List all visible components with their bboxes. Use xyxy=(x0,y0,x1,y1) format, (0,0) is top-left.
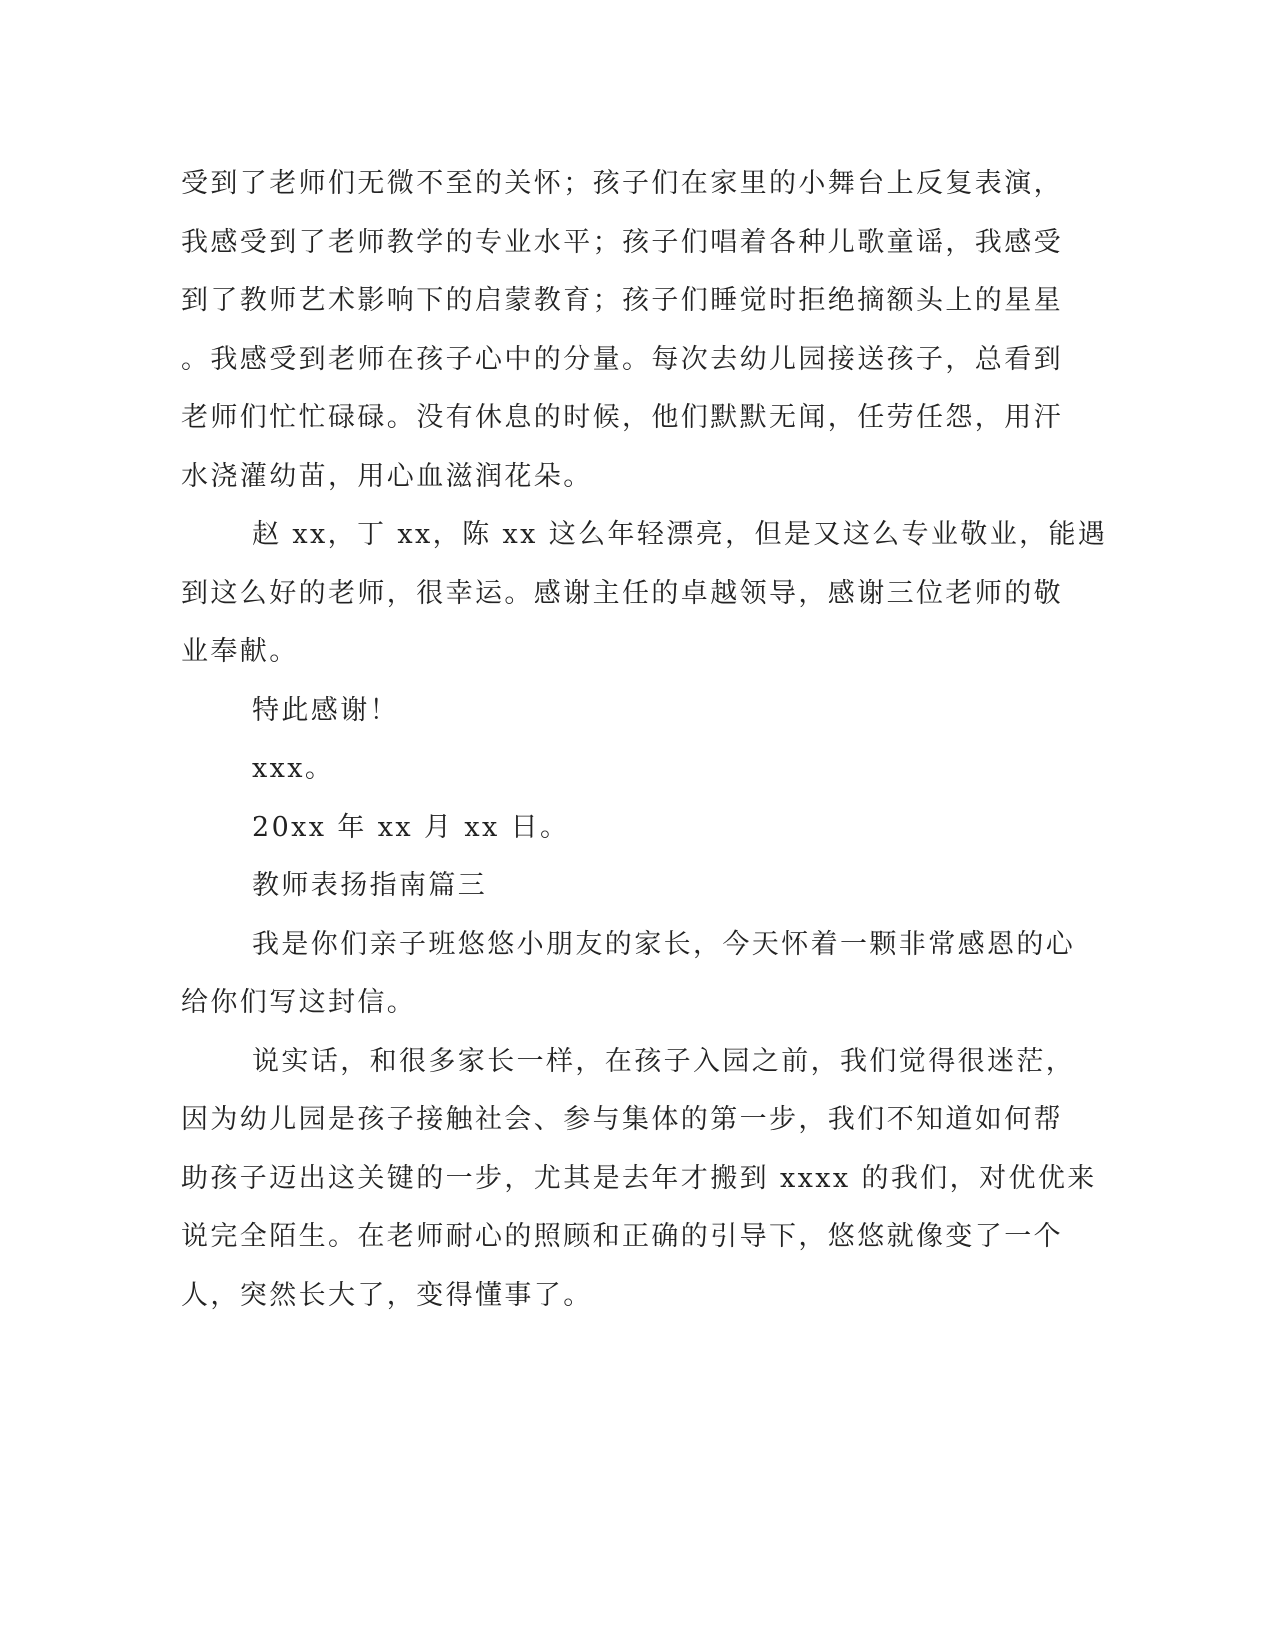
text-line: 因为幼儿园是孩子接触社会、参与集体的第一步，我们不知道如何帮 xyxy=(181,1104,1063,1135)
text-line: 给你们写这封信。 xyxy=(181,987,417,1018)
text-line: 人，突然长大了，变得懂事了。 xyxy=(181,1279,593,1311)
text-line: 业奉献。 xyxy=(181,636,299,667)
paragraph-first-line: 我是你们亲子班悠悠小朋友的家长，今天怀着一颗非常感恩的心 xyxy=(252,928,1076,960)
text-line: 说完全陌生。在老师耐心的照顾和正确的引导下，悠悠就像变了一个 xyxy=(181,1221,1063,1252)
text-line: 水浇灌幼苗，用心血滋润花朵。 xyxy=(181,460,593,492)
text-line: 。我感受到老师在孩子心中的分量。每次去幼儿园接送孩子，总看到 xyxy=(181,343,1063,375)
paragraph-first-line: 说实话，和很多家长一样，在孩子入园之前，我们觉得很迷茫， xyxy=(252,1045,1076,1077)
text-line: 受到了老师们无微不至的关怀；孩子们在家里的小舞台上反复表演， xyxy=(181,168,1063,199)
text-line: 到这么好的老师，很幸运。感谢主任的卓越领导，感谢三位老师的敬 xyxy=(181,577,1063,609)
document-body xyxy=(181,155,1108,1325)
text-line: 助孩子迈出这关键的一步，尤其是去年才搬到 xxxx 的我们，对优优来 xyxy=(181,1162,1097,1194)
paragraph-first-line: 赵 xx，丁 xx，陈 xx 这么年轻漂亮，但是又这么专业敬业，能遇 xyxy=(252,519,1108,550)
text-line: 老师们忙忙碌碌。没有休息的时候，他们默默无闻，任劳任怨，用汗 xyxy=(181,402,1063,433)
closing-thanks: 特此感谢！ xyxy=(252,694,399,726)
section-heading: 教师表扬指南篇三 xyxy=(252,870,488,901)
signature: xxx。 xyxy=(252,753,335,784)
date-line: 20xx 年 xx 月 xx 日。 xyxy=(252,811,570,843)
text-line: 到了教师艺术影响下的启蒙教育；孩子们睡觉时拒绝摘额头上的星星 xyxy=(181,285,1063,316)
text-line: 我感受到了老师教学的专业水平；孩子们唱着各种儿歌童谣，我感受 xyxy=(181,226,1063,258)
